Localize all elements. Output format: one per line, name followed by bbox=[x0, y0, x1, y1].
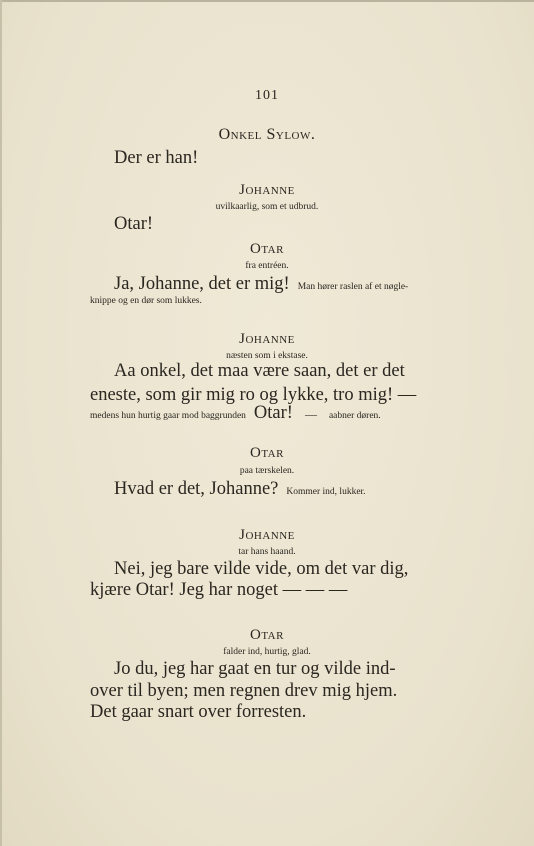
dialogue-line: Ja, Johanne, det er mig! Man hører raslen af et nøgle- bbox=[114, 274, 409, 294]
inline-stage-direction: aabner døren. bbox=[328, 411, 381, 421]
dialogue-line: Jo du, jeg har gaat en tur og vilde ind- bbox=[114, 659, 396, 679]
dialogue-line: Det gaar snart over forresten. bbox=[90, 702, 307, 722]
dialogue-line: Der er han! bbox=[114, 148, 199, 168]
stage-direction: knippe og en dør som lukkes. bbox=[90, 296, 202, 306]
inline-stage-direction: Man hører raslen af et nøgle- bbox=[297, 282, 409, 292]
speaker-name: Johanne bbox=[239, 182, 295, 198]
dialogue-line: medens hun hurtig gaar mod baggrunden Otar! — aabner døren. bbox=[90, 403, 381, 423]
dialogue-line: Otar! bbox=[114, 214, 154, 234]
stage-direction: uvilkaarlig, som et udbrud. bbox=[215, 202, 319, 212]
page-top-edge bbox=[0, 0, 534, 2]
stage-direction: næsten som i ekstase. bbox=[226, 351, 308, 361]
dialogue-line: kjære Otar! Jeg har noget — — — bbox=[90, 580, 348, 600]
speaker-name: Johanne bbox=[239, 527, 295, 543]
dialogue-line: over til byen; men regnen drev mig hjem. bbox=[90, 681, 398, 701]
inline-stage-direction: Kommer ind, lukker. bbox=[286, 487, 366, 497]
inline-stage-direction: medens hun hurtig gaar mod baggrunden bbox=[90, 411, 246, 421]
stage-direction: falder ind, hurtig, glad. bbox=[223, 647, 311, 657]
dialogue-line: eneste, som gir mig ro og lykke, tro mig! — bbox=[90, 385, 417, 405]
speaker-name: Otar bbox=[250, 627, 284, 643]
dialogue-line: Nei, jeg bare vilde vide, om det var dig, bbox=[114, 559, 409, 579]
dialogue-line: Aa onkel, det maa være saan, det er det bbox=[114, 361, 405, 381]
speaker-name: Otar bbox=[250, 241, 284, 257]
page-number: 101 bbox=[255, 88, 279, 103]
stage-direction: fra entréen. bbox=[245, 261, 289, 271]
speaker-name: Otar bbox=[250, 445, 284, 461]
speaker-name: Onkel Sylow. bbox=[218, 126, 316, 143]
stage-direction: paa tærskelen. bbox=[239, 466, 295, 476]
dialogue-line: Hvad er det, Johanne? Kommer ind, lukker. bbox=[114, 479, 366, 499]
speaker-name: Johanne bbox=[239, 331, 295, 347]
stage-direction: tar hans haand. bbox=[238, 547, 296, 557]
